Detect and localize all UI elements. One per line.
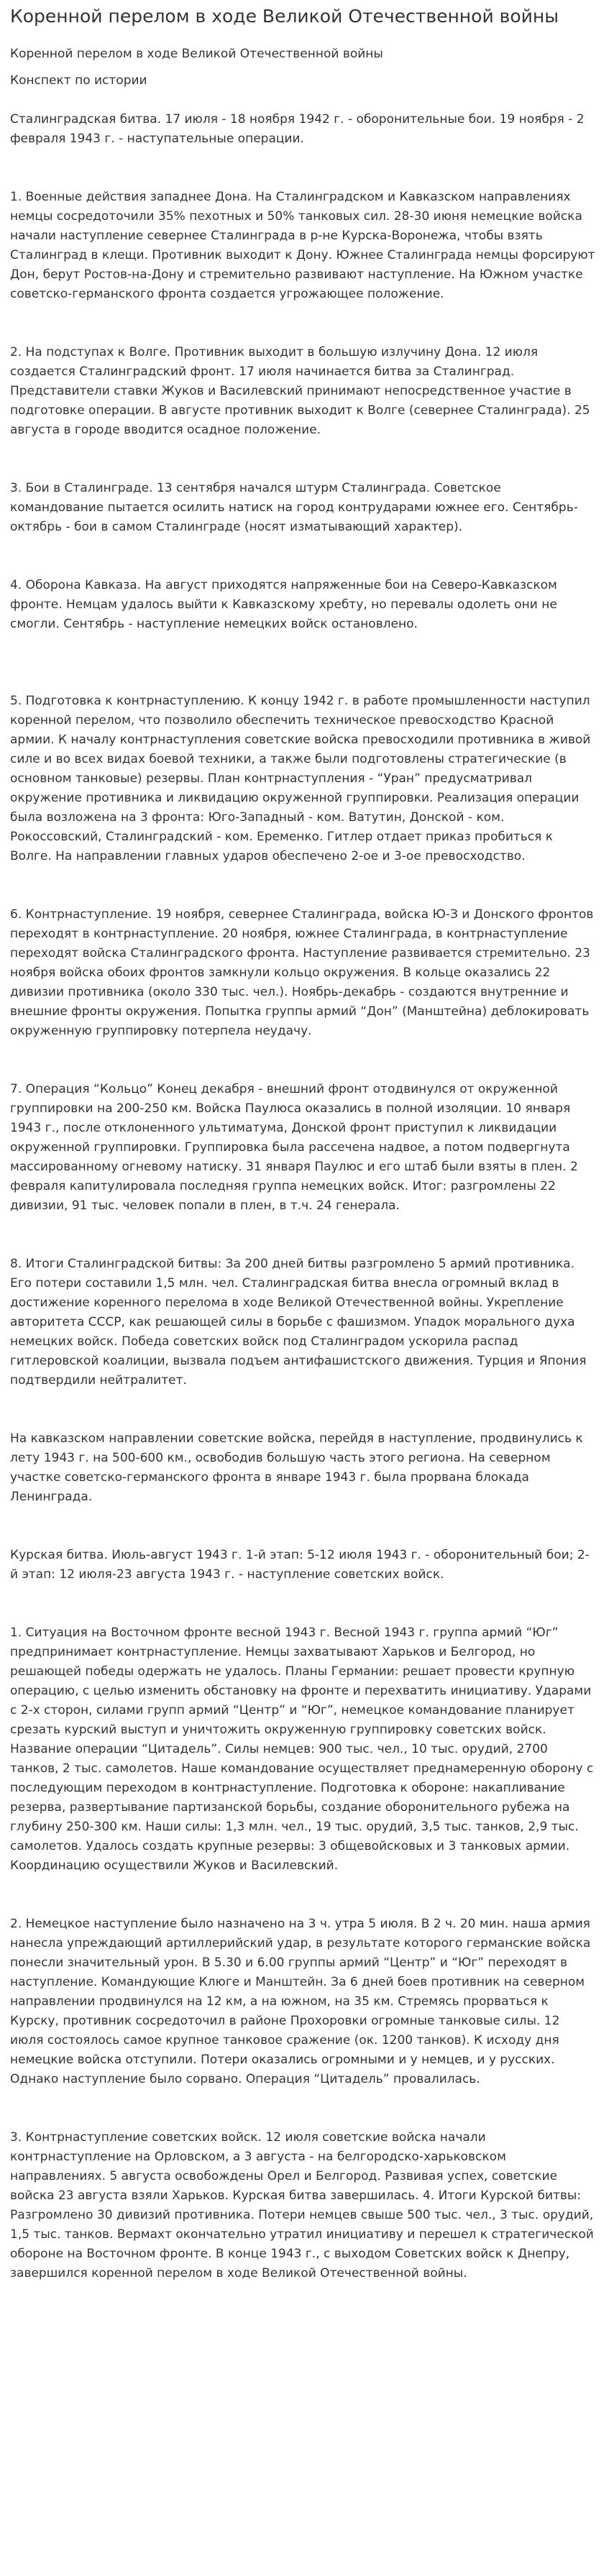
- paragraph-stalingrad-1: 1. Военные действия западнее Дона. На Сталинградском и Кавказском направлениях немцы сосредоточили 35% пехотных и 50% танковых сил. 28-30 июня немецкие войска начали наступление севернее Сталинграда в р-не Курска-Воронежа, чтобы взять Сталинград в клещи. Противник выходит к Дону. Южнее Сталинграда немцы форсируют Дон, берут Ростов-на-Дону и стремительно развивают наступление. На Южном участке советско-германского фронта создается угрожающее положение.: [10, 190, 595, 301]
- paragraph-stalingrad-5: 5. Подготовка к контрнаступлению. К концу 1942 г. в работе промышленности наступил коренной перелом, что позволило обеспечить техническое превосходство Красной армии. К началу контрнаступления советские войска превосходили противника в живой силе и во всех видах боевой техники, а также были подготовлены стратегические (в основном танковые) резервы. План контрнаступления - “Уран” предусматривал окружение противника и ликвидацию окруженной группировки. Реализация операции была возложена на 3 фронта: Юго-Западный - ком. Ватутин, Донской - ком. Рокоссовский, Сталинградский - ком. Еременко. Гитлер отдает приказ пробиться к Волге. На направлении главных ударов обеспечено 2-ое и 3-ое превосходство.: [10, 694, 591, 863]
- paragraph-stalingrad-4: 4. Оборона Кавказа. На август приходятся напряженные бои на Северо-Кавказском фронте. Немцам удалось выйти к Кавказскому хребту, но перевалы одолеть они не смогли. Сентябрь - наступление немецких войск остановлено.: [10, 578, 557, 631]
- paragraph-stalingrad-3: 3. Бои в Сталинграде. 13 сентября начался штурм Сталинграда. Советское командование пытается осилить натиск на город контрударами южнее его. Сентябрь-октябрь - бои в самом Сталинграде (носят изматывающий характер).: [10, 481, 578, 534]
- paragraph-stalingrad-2: 2. На подступах к Волге. Противник выходит в большую излучину Дона. 12 июля создается Сталинградский фронт. 17 июля начинается битва за Сталинград. Представители ставки Жуков и Василевский принимают непосредственное участие в подготовке операции. В августе противник выходит к Волге (севернее Сталинграда). 25 августа в городе вводится осадное положение.: [10, 345, 590, 437]
- article-meta: [10, 45, 596, 91]
- article-category: Конспект по истории: [10, 73, 147, 88]
- page-title: Коренной перелом в ходе Великой Отечественной войны: [10, 6, 559, 27]
- paragraph-stalingrad-intro: Сталинградская битва. 17 июля - 18 ноября 1942 г. - оборонительные бои. 19 ноября - 2 февраля 1943 г. - наступательные операции.: [10, 112, 585, 146]
- paragraph-kursk-2: 2. Немецкое наступление было назначено на 3 ч. утра 5 июля. В 2 ч. 20 мин. наша армия нанесла упреждающий артиллерийский удар, в результате которого германские войска понесли значительный урон. В 5.30 и 6.00 группы армий “Центр” и “Юг” переходят в наступление. Командующие Клюге и Манштейн. За 6 дней боев противник на северном направлении продвинулся на 12 км, а на южном, на 35 км. Стремясь прорваться к Курску, противник сосредоточил в районе Прохоровки огромные танковые силы. 12 июля состоялось самое крупное танковое сражение (ок. 1200 танков). К исходу дня немецкие войска отступили. Потери оказались огромными и у немцев, и у русских. Однако наступление было сорвано. Операция “Цитадель” провалилась.: [10, 1917, 591, 2086]
- paragraph-caucasus-leningrad: На кавказском направлении советские войска, перейдя в наступление, продвинулись к лету 1943 г. на 500-600 км., освободив большую часть этого региона. На северном участке советско-германского фронта в январе 1943 г. была прорвана блокада Ленинграда.: [10, 1431, 583, 1504]
- paragraph-stalingrad-7: 7. Операция “Кольцо” Конец декабря - внешний фронт отодвинулся от окруженной группировки на 200-250 км. Войска Паулюса оказались в полной изоляции. 10 января 1943 г., после отклоненного ультиматума, Донской фронт приступил к ликвидации окруженной группировки. Группировка была рассечена надвое, а потом подвергнута массированному огневому натиску. 31 января Паулюс и его штаб были взяты в плен. 2 февраля капитулировала последняя группа немецких войск. Итог: разгромлены 22 дивизии, 91 тыс. человек попали в плен, в т.ч. 24 генерала.: [10, 1082, 578, 1213]
- paragraph-kursk-intro: Курская битва. Июль-август 1943 г. 1-й этап: 5-12 июля 1943 г. - оборонительный бои; 2-й этап: 12 июля-23 августа 1943 г. - наступление советских войск.: [10, 1548, 590, 1582]
- paragraph-kursk-3: 3. Контрнаступление советских войск. 12 июля советские войска начали контрнаступление на Орловском, а 3 августа - на белгородско-харьковском направлениях. 5 августа освобождены Орел и Белгород. Развивая успех, советские войска 23 августа взяли Харьков. Курская битва завершилась. 4. Итоги Курской битвы: Разгромлено 30 дивизий противника. Потери немцев свыше 500 тыс. чел., 3 тыс. орудий, 1,5 тыс. танков. Вермахт окончательно утратил инициативу и перешел к стратегической обороне на Восточном фронте. В конце 1943 г., с выходом Советских войск к Днепру, завершился коренной перелом в ходе Великой Отечественной войны.: [10, 2130, 594, 2281]
- paragraph-stalingrad-8: 8. Итоги Сталинградской битвы: За 200 дней битвы разгромлено 5 армий противника. Его потери составили 1,5 млн. чел. Сталинградская битва внесла огромный вклад в достижение коренного перелома в ходе Великой Отечественной войны. Укрепление авторитета СССР, как решающей силы в борьбе с фашизмом. Упадок морального духа немецких войск. Победа советских войск под Сталинградом ускорила распад гитлеровской коалиции, вызвала подъем антифашистского движения. Турция и Япония подтвердили нейтралитет.: [10, 1257, 587, 1388]
- article-subtitle: Коренной перелом в ходе Великой Отечественной войны: [10, 47, 383, 61]
- paragraph-stalingrad-6: 6. Контрнаступление. 19 ноября, севернее Сталинграда, войска Ю-З и Донского фронтов переходят в контрнаступление. 20 ноября, южнее Сталинграда, в контрнаступление переходят войска Сталинградского фронта. Наступление развивается стремительно. 23 ноября войска обоих фронтов замкнули кольцо окружения. В кольце оказались 22 дивизии противника (около 330 тыс. чел.). Ноябрь-декабрь - создаются внутренние и внешние фронты окружения. Попытка группы армий “Дон” (Манштейна) деблокировать окруженную группировку потерпела неудачу.: [10, 907, 594, 1038]
- paragraph-kursk-1: 1. Ситуация на Восточном фронте весной 1943 г. Весной 1943 г. группа армий “Юг” предпринимает контрнаступление. Немцы захватывают Харьков и Белгород, но решающей победы одержать не удалось. Планы Германии: решает провести крупную операцию, с целью изменить обстановку на фронте и перехватить инициативу. Ударами с 2-х сторон, силами групп армий “Центр” и “Юг”, немецкое командование планирует срезать курский выступ и уничтожить окруженную группировку советских войск. Название операции “Цитадель”. Силы немцев: 900 тыс. чел., 10 тыс. орудий, 2700 танков, 2 тыс. самолетов. Наше командование осуществляет преднамеренную оборону с последующим переходом в контрнаступление. Подготовка к обороне: накапливание резерва, развертывание партизанской борьбы, создание оборонительного рубежа на глубину 250-300 км. Наши силы: 1,3 млн. чел., 19 тыс. орудий, 3,5 тыс. танков, 2,9 тыс. самолетов. Удалось создать крупные резервы: 3 общевойсковых и 3 танковых армии. Координацию осуществили Жуков и Василевский.: [10, 1626, 594, 1873]
